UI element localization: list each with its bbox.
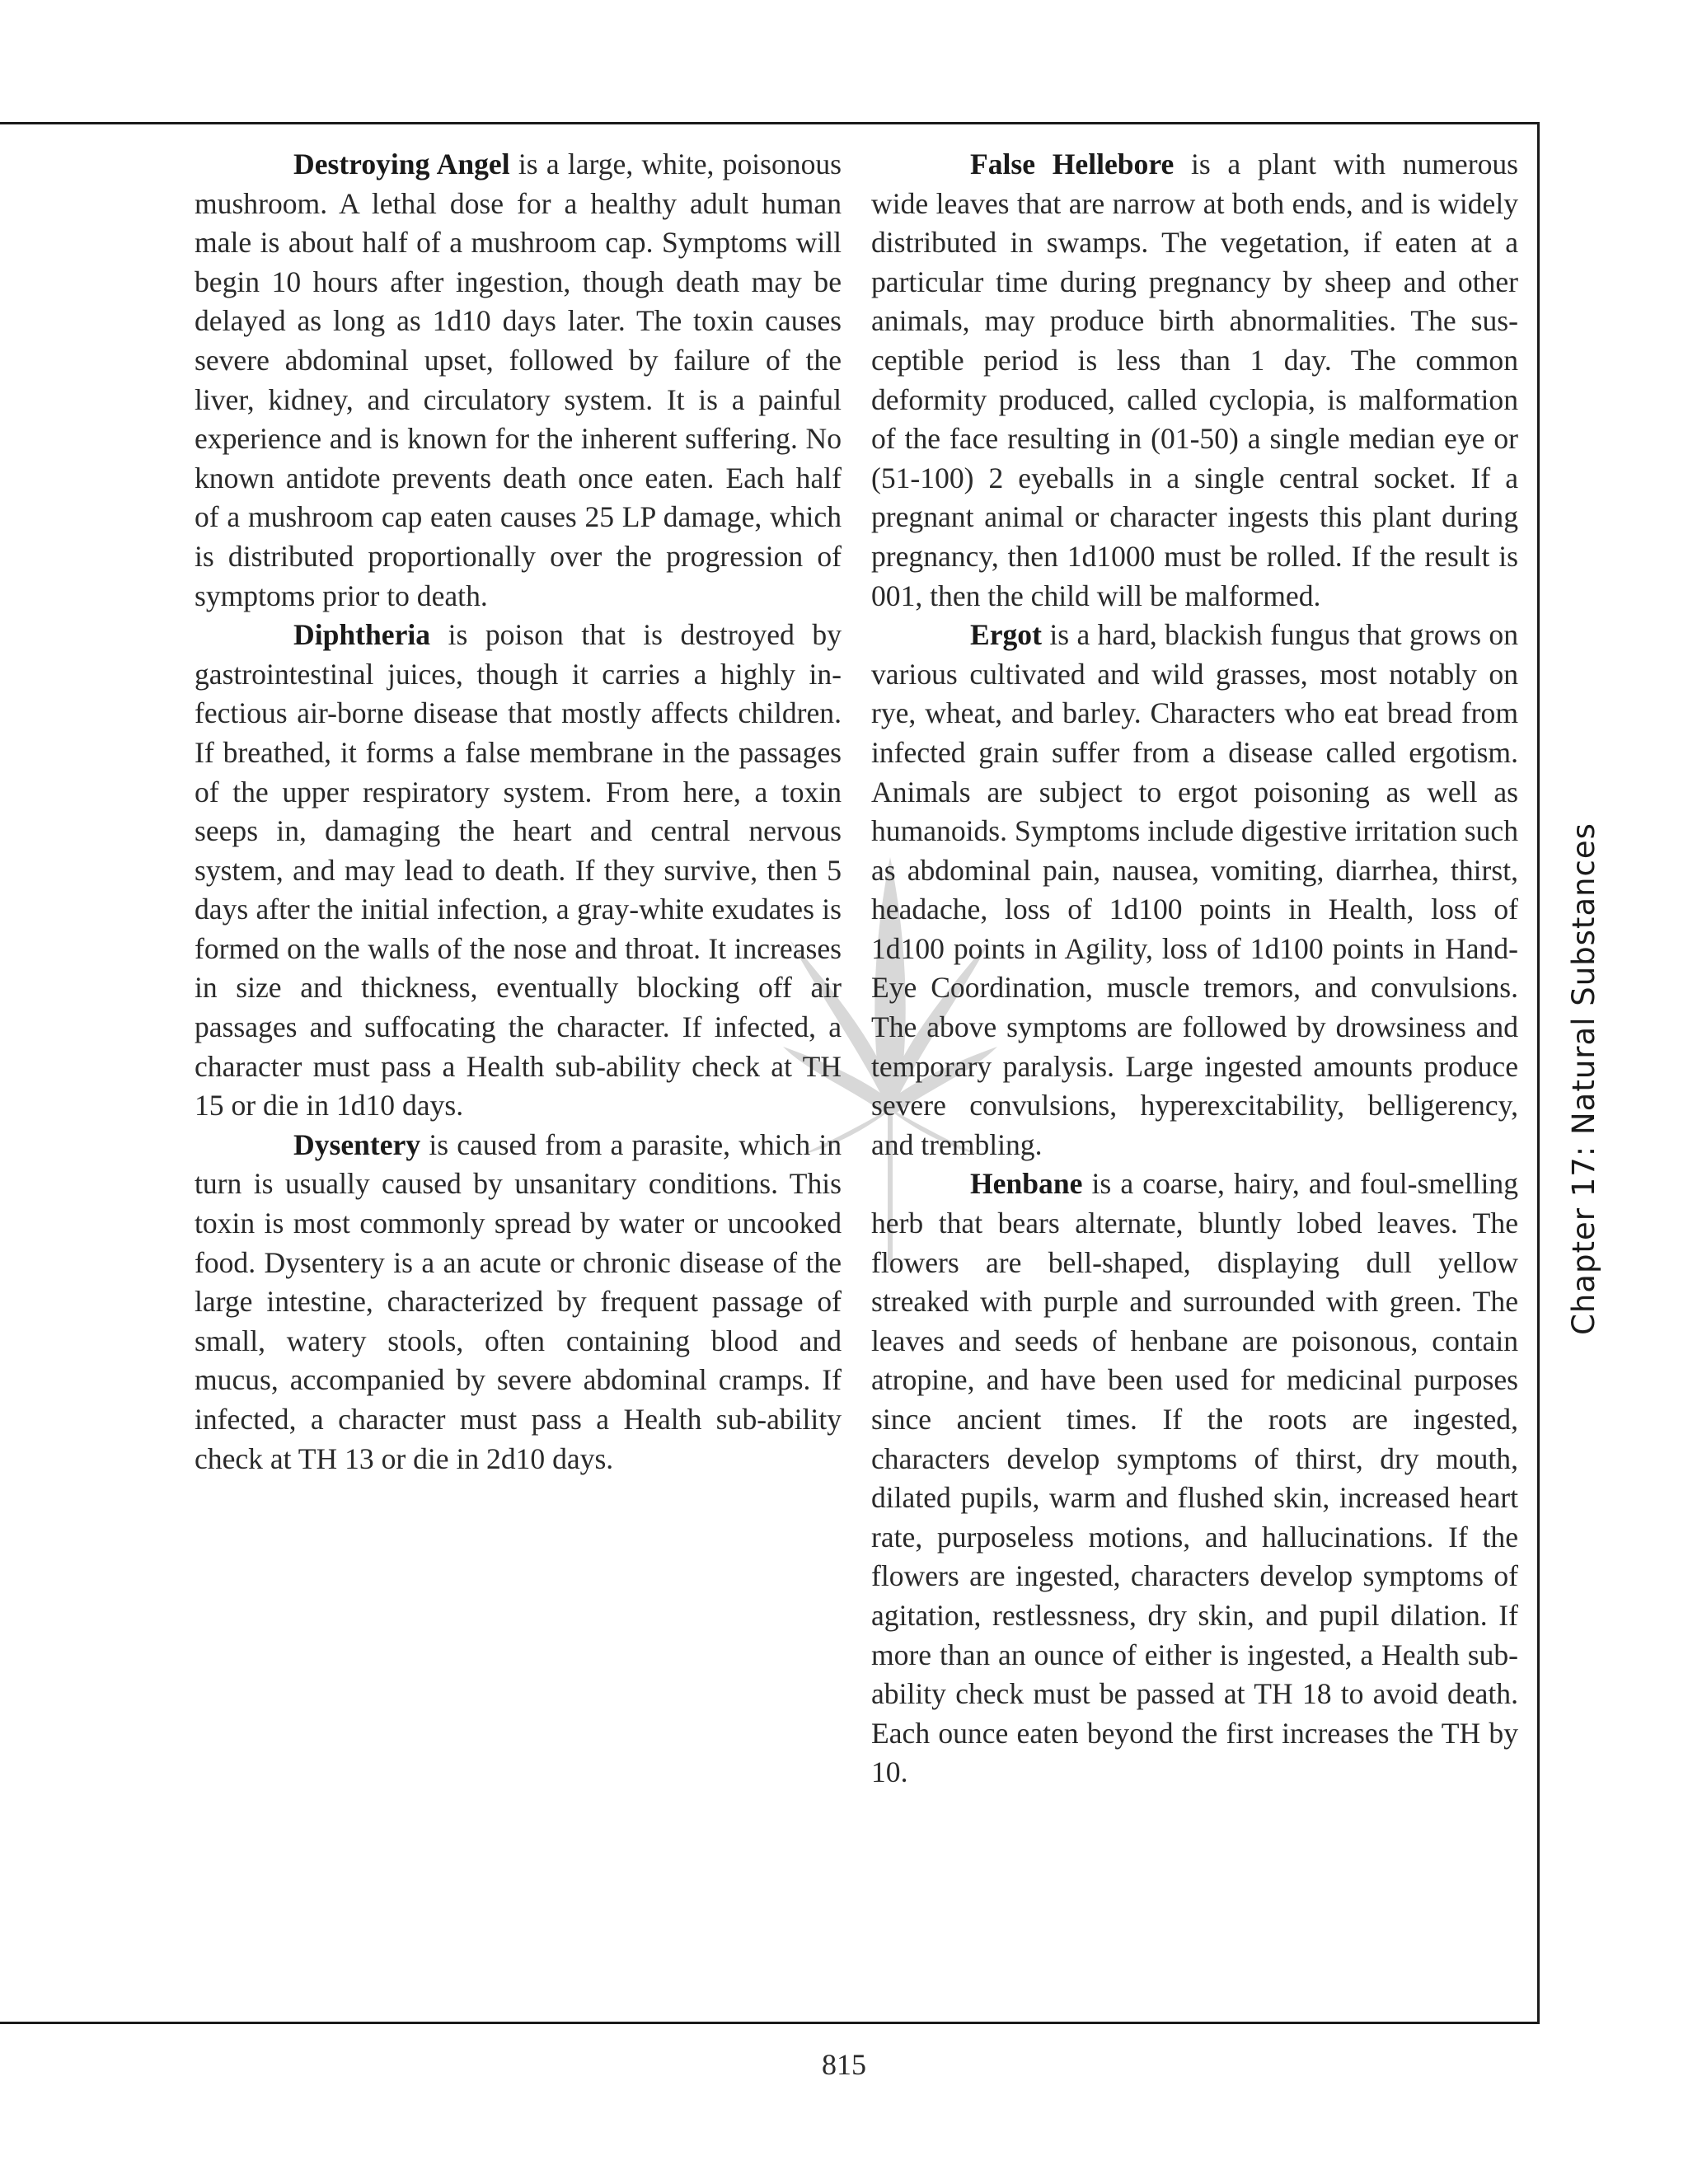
entry-text: is caused from a parasite, which in turn is usually caused by unsanitary conditions. This toxin is most commonly spread by water or uncooked food. Dysentery is a an acute or chronic disease of the large intestine, characterized by frequent passage of small, watery stools, often containing blood and mucus, accompanied by severe abdominal cramps. If infected, a character must pass a Health sub-ability check at TH 13 or die in 2d10 days. — [195, 1127, 842, 1475]
entry-term: Dysentery — [293, 1127, 421, 1161]
entry-term: Henbane — [970, 1167, 1083, 1201]
entry-false-hellebore — [871, 145, 1518, 616]
chapter-title: Chapter 17: Natural Substances — [1566, 823, 1601, 1335]
entry-destroying-angel — [195, 145, 842, 616]
entry-text: is a large, white, poisonous mushroom. A lethal dose for a healthy adult human male is about half of a mushroom cap. Symptoms will begin 10 hours after ingestion, though death may be delayed as long as 1d10 days later. The toxin causes severe abdominal upset, followed by failure of the liver, kidney, and circulatory system. It is a painful experience and is known for the inherent suffering. No known antidote prevents death once eaten. Each half of a mushroom cap eaten causes 25 LP damage, which is distributed proportionally over the progression of symptoms prior to death. — [195, 148, 842, 612]
page-number: 815 — [822, 2048, 866, 2081]
left-column — [195, 145, 842, 1479]
entry-text: is poison that is destroyed by gastrointestinal juices, though it carries a highly infectious air-borne disease that mostly affects children. If breathed, it forms a false membrane in the passages of the upper respiratory system. From here, a toxin seeps in, damaging the heart and central nervous system, and may lead to death. If they survive, then 5 days after the initial infection, a gray-white exudates is formed on the walls of the nose and throat. It increases in size and thickness, eventually blocking off air passages and suffocating the character. If infected, a character must pass a Health sub-ability check at TH 15 or die in 1d10 days. — [195, 618, 842, 1122]
entry-text: is a plant with numerous wide leaves that are narrow at both ends, and is widely distributed in swamps. The vegetation, if eaten at a particular time during pregnancy by sheep and other animals, may produce birth abnormalities. The susceptible period is less than 1 day. The common deformity produced, called cyclopia, is malformation of the face resulting in (01-50) a single median eye or (51-100) 2 eyeballs in a single central socket. If a pregnant animal or character ingests this plant during pregnancy, then 1d1000 must be rolled. If the result is 001, then the child will be malformed. — [871, 148, 1518, 612]
page-frame-right-rule — [1537, 122, 1540, 2024]
right-column — [871, 145, 1518, 1793]
entry-diphtheria — [195, 616, 842, 1126]
entry-term: False Hellebore — [970, 148, 1175, 180]
entry-term: Ergot — [970, 618, 1042, 652]
page-frame-top-rule — [0, 122, 1540, 124]
page-frame-bottom-rule — [0, 2022, 1540, 2024]
entry-term: Destroying Angel — [293, 148, 510, 180]
entry-text: is a hard, blackish fungus that grows on various cultivated and wild grasses, most notably on rye, wheat, and barley. Characters who eat bread from infected grain suffer from a disease called ergotism. Animals are subject to ergot poisoning as well as humanoids. Symptoms include digestive irritation such as abdominal pain, nausea, vomiting, diarrhea, thirst, headache, loss of 1d100 points in Health, loss of 1d100 points in Agility, loss of 1d100 points in Hand-Eye Coordination, muscle tremors, and convulsions. The above symptoms are followed by drowsiness and temporary paralysis. Large ingested amounts produce severe convulsions, hyperexcitability, belligerency, and trembling. — [871, 618, 1518, 1161]
entry-ergot — [871, 616, 1518, 1165]
entry-term: Diphtheria — [293, 618, 431, 652]
entry-dysentery — [195, 1126, 842, 1479]
entry-henbane — [871, 1165, 1518, 1793]
entry-text: is a coarse, hairy, and foul-smelling herb that bears alternate, bluntly lobed leaves. The flowers are bell-shaped, displaying dull yellow streaked with purple and surrounded with green. The leaves and seeds of henbane are poisonous, contain atropine, and have been used for medicinal purposes since ancient times. If the roots are ingested, characters develop symptoms of thirst, dry mouth, dilated pupils, warm and flushed skin, increased heart rate, purposeless motions, and hallucinations. If the flowers are ingested, characters develop symptoms of agitation, restlessness, dry skin, and pupil dilation. If more than an ounce of either is ingested, a Health sub-ability check must be passed at TH 18 to avoid death. Each ounce eaten beyond the first increases the TH by 10. — [871, 1167, 1518, 1789]
